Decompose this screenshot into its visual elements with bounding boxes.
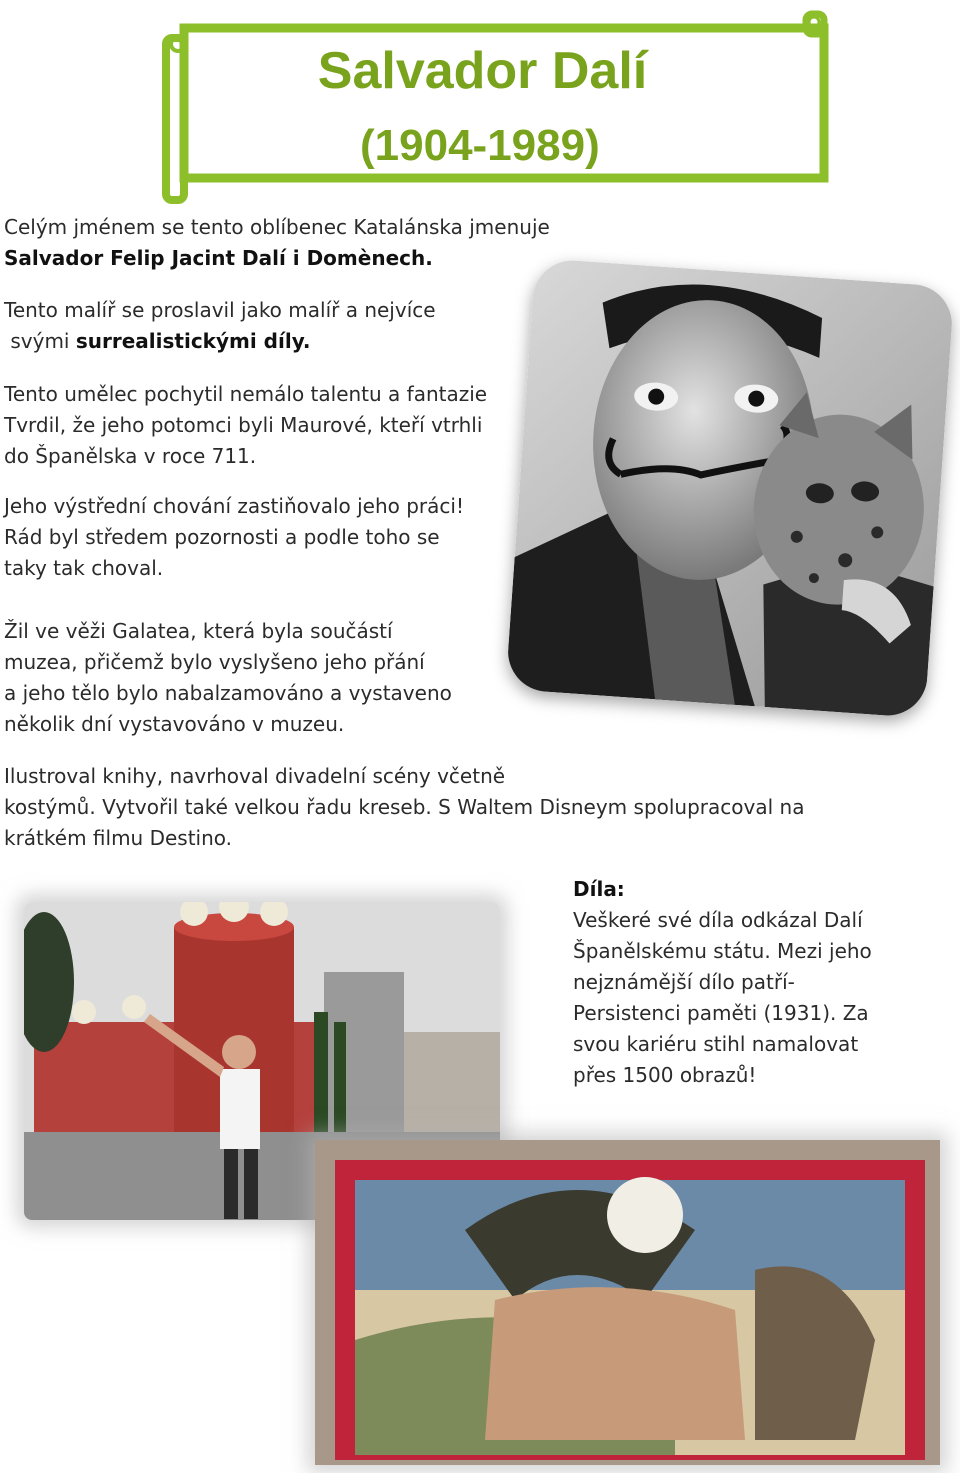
text-line: a jeho tělo bylo nabalzamováno a vystaveno — [4, 681, 452, 705]
page-title: Salvador Dalí — [317, 42, 648, 100]
portrait-image — [505, 258, 954, 718]
text-line: Tento malíř se proslavil jako malíř a nejvíce — [4, 298, 436, 322]
paragraph-behavior — [4, 491, 524, 584]
full-name-bold: Salvador Felip Jacint Dalí i Domènech. — [4, 246, 433, 270]
text-fragment: svými — [4, 329, 76, 353]
works-section — [573, 874, 933, 1091]
paragraph-galatea — [4, 616, 524, 740]
paragraph-origins — [4, 379, 564, 472]
text-line: několik dní vystavováno v muzeu. — [4, 712, 345, 736]
text-line: Ilustroval knihy, navrhoval divadelní scény včetně — [4, 764, 506, 788]
surrealist-works-bold: surrealistickými díly. — [75, 329, 311, 353]
text-line: Persistenci paměti (1931). Za — [573, 1001, 869, 1025]
paragraph-full-name — [4, 212, 624, 274]
scroll-banner-graphic — [158, 8, 830, 206]
text-line: Veškeré své díla odkázal Dalí — [573, 908, 863, 932]
works-heading: Díla: — [573, 877, 625, 901]
text-line: Žil ve věži Galatea, která byla součástí — [4, 619, 393, 643]
text-line: přes 1500 obrazů! — [573, 1063, 757, 1087]
text-line: taky tak choval. — [4, 556, 164, 580]
curtain-painting-photo — [315, 1140, 940, 1465]
text-line: svou kariéru stihl namalovat — [573, 1032, 859, 1056]
dali-portrait-photo — [505, 258, 954, 718]
text-line: Celým jménem se tento oblíbenec Katalánska jmenuje — [4, 215, 550, 239]
text-line: kostýmů. Vytvořil také velkou řadu kreseb. S Waltem Disneym spolupracoval na — [4, 795, 805, 819]
paragraph-illustration — [4, 761, 904, 854]
text-line: Rád byl středem pozornosti a podle toho se — [4, 525, 440, 549]
title-banner — [158, 8, 830, 206]
text-line: do Španělska v roce 711. — [4, 444, 257, 468]
text-line: nejznámější dílo patří- — [573, 970, 795, 994]
text-line: Tento umělec pochytil nemálo talentu a fantazie — [4, 382, 488, 406]
life-years: (1904-1989) — [360, 121, 600, 170]
text-line: krátkém filmu Destino. — [4, 826, 233, 850]
text-line: Jeho výstřední chování zastiňovalo jeho práci! — [4, 494, 464, 518]
painting-image — [315, 1140, 940, 1465]
text-line: muzea, přičemž bylo vyslyšeno jeho přání — [4, 650, 425, 674]
text-line: Španělskému státu. Mezi jeho — [573, 939, 872, 963]
text-line: Tvrdil, že jeho potomci byli Maurové, kteří vtrhli — [4, 413, 483, 437]
